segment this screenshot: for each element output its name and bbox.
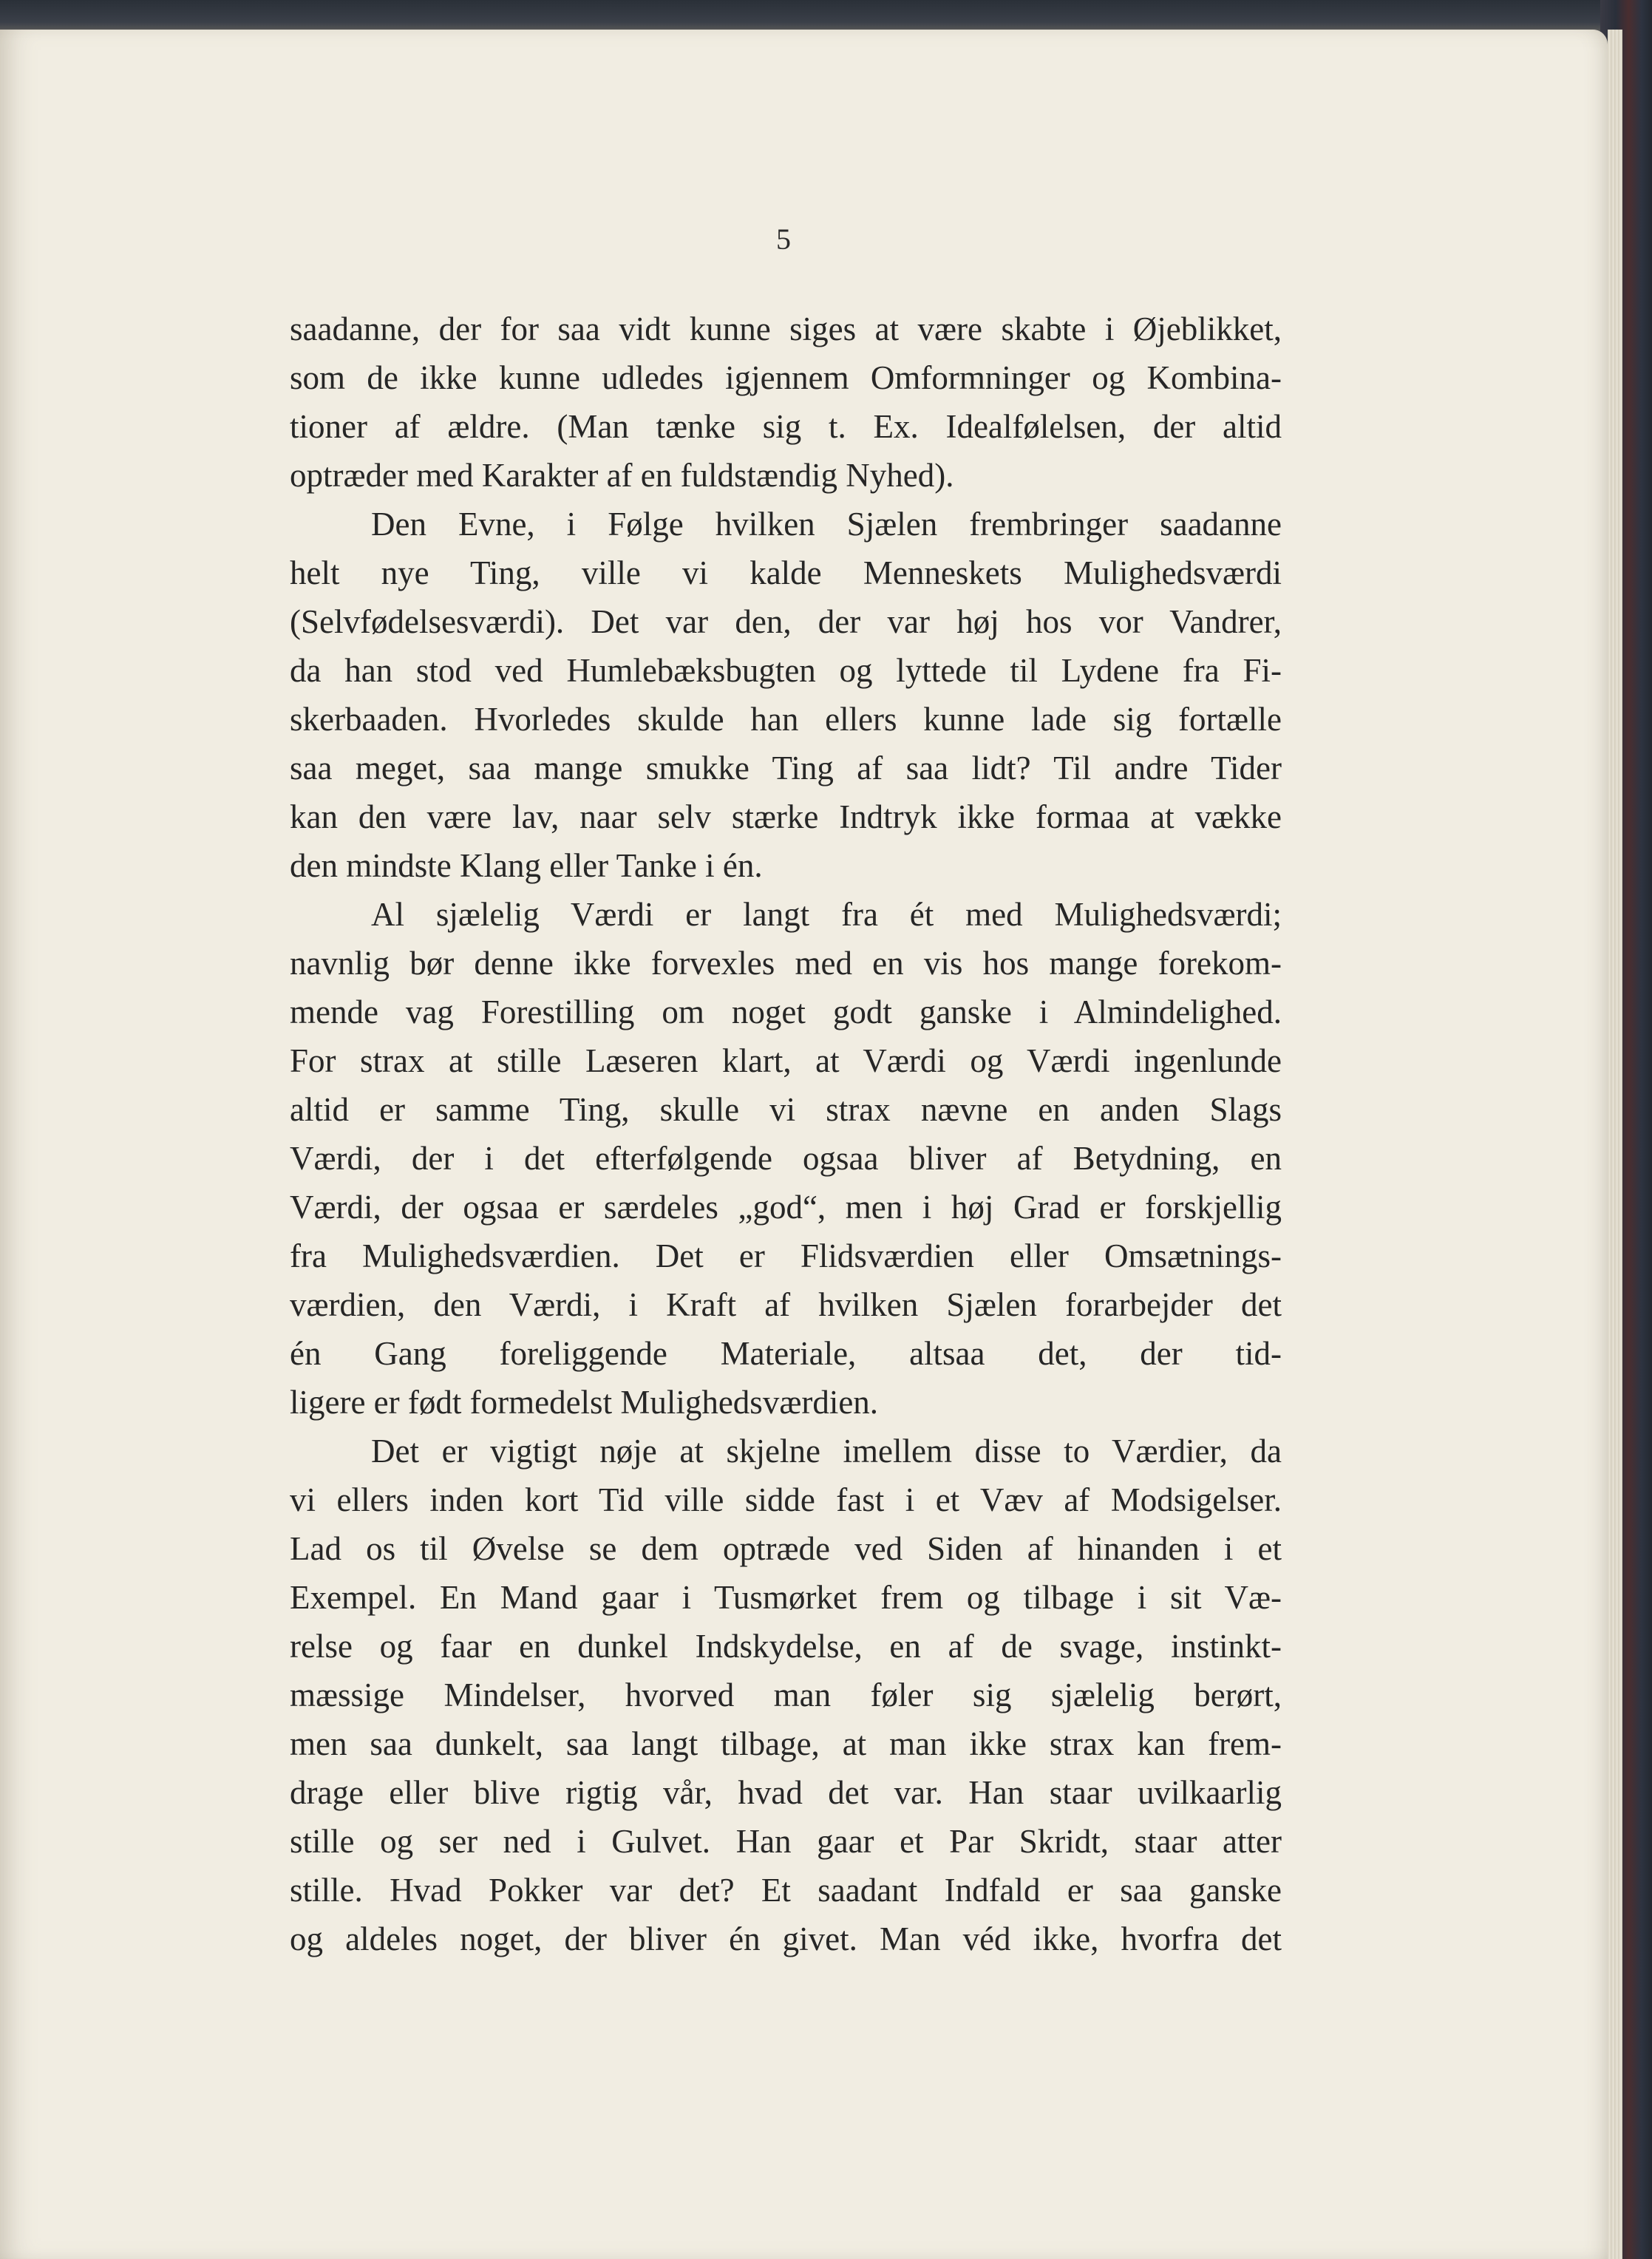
text-line: mæssige Mindelser, hvorved man føler sig sjælelig berørt, [290, 1677, 1282, 1713]
text-line: Værdi, der i det efterfølgende ogsaa bliver af Betydning, en [290, 1140, 1282, 1177]
text-line: værdien, den Værdi, i Kraft af hvilken Sjælen forarbejder det [290, 1286, 1282, 1323]
text-line: men saa dunkelt, saa langt tilbage, at man ikke strax kan frem- [290, 1725, 1282, 1762]
text-line: skerbaaden. Hvorledes skulde han ellers kunne lade sig fortælle [290, 701, 1282, 738]
paragraph-first-line: Den Evne, i Følge hvilken Sjælen frembringer saadanne [371, 506, 1282, 543]
text-line: saa meget, saa mange smukke Ting af saa lidt? Til andre Tider [290, 750, 1282, 787]
text-line: stille og ser ned i Gulvet. Han gaar et Par Skridt, staar atter [290, 1823, 1282, 1860]
text-line: og aldeles noget, der bliver én givet. Man véd ikke, hvorfra det [290, 1920, 1282, 1957]
text-line: (Selvfødelsesværdi). Det var den, der var høj hos vor Vandrer, [290, 603, 1282, 640]
text-line: én Gang foreliggende Materiale, altsaa det, der tid- [290, 1335, 1282, 1372]
text-line: kan den være lav, naar selv stærke Indtryk ikke formaa at vække [290, 798, 1282, 835]
text-line: optræder med Karakter af en fuldstændig Nyhed). [290, 457, 954, 494]
text-line: som de ikke kunne udledes igjennem Omformninger og Kombina- [290, 359, 1282, 396]
text-line: navnlig bør denne ikke forvexles med en vis hos mange forekom- [290, 945, 1282, 982]
text-line: saadanne, der for saa vidt kunne siges at være skabte i Øjeblikket, [290, 310, 1282, 347]
text-line: mende vag Forestilling om noget godt ganske i Almindelighed. [290, 993, 1282, 1030]
text-line: altid er samme Ting, skulle vi strax nævne en anden Slags [290, 1091, 1282, 1128]
text-line: vi ellers inden kort Tid ville sidde fast i et Væv af Modsigelser. [290, 1481, 1282, 1518]
text-line: Lad os til Øvelse se dem optræde ved Siden af hinanden i et [290, 1530, 1282, 1567]
text-line: drage eller blive rigtig vår, hvad det var. Han staar uvilkaarlig [290, 1774, 1282, 1811]
text-line: den mindste Klang eller Tanke i én. [290, 847, 763, 884]
paragraph-first-line: Al sjælelig Værdi er langt fra ét med Mulighedsværdi; [371, 896, 1282, 933]
text-line: Værdi, der ogsaa er særdeles „god“, men i høj Grad er forskjellig [290, 1189, 1282, 1226]
body-text [290, 305, 1282, 1963]
text-line: stille. Hvad Pokker var det? Et saadant Indfald er saa ganske [290, 1872, 1282, 1909]
text-line: tioner af ældre. (Man tænke sig t. Ex. Idealfølelsen, der altid [290, 408, 1282, 445]
page-number: 5 [776, 222, 791, 256]
text-line: fra Mulighedsværdien. Det er Flidsværdien eller Omsætnings- [290, 1237, 1282, 1274]
text-line: relse og faar en dunkel Indskydelse, en af de svage, instinkt- [290, 1628, 1282, 1665]
text-line: ligere er født formedelst Mulighedsværdien. [290, 1384, 879, 1421]
paragraph-first-line: Det er vigtigt nøje at skjelne imellem disse to Værdier, da [371, 1433, 1282, 1470]
text-line: da han stod ved Humlebæksbugten og lyttede til Lydene fra Fi- [290, 652, 1282, 689]
text-line: Exempel. En Mand gaar i Tusmørket frem og tilbage i sit Væ- [290, 1579, 1282, 1616]
page-stack-edge [1608, 30, 1622, 2259]
text-line: helt nye Ting, ville vi kalde Menneskets Mulighedsværdi [290, 554, 1282, 591]
text-line: For strax at stille Læseren klart, at Værdi og Værdi ingenlunde [290, 1042, 1282, 1079]
